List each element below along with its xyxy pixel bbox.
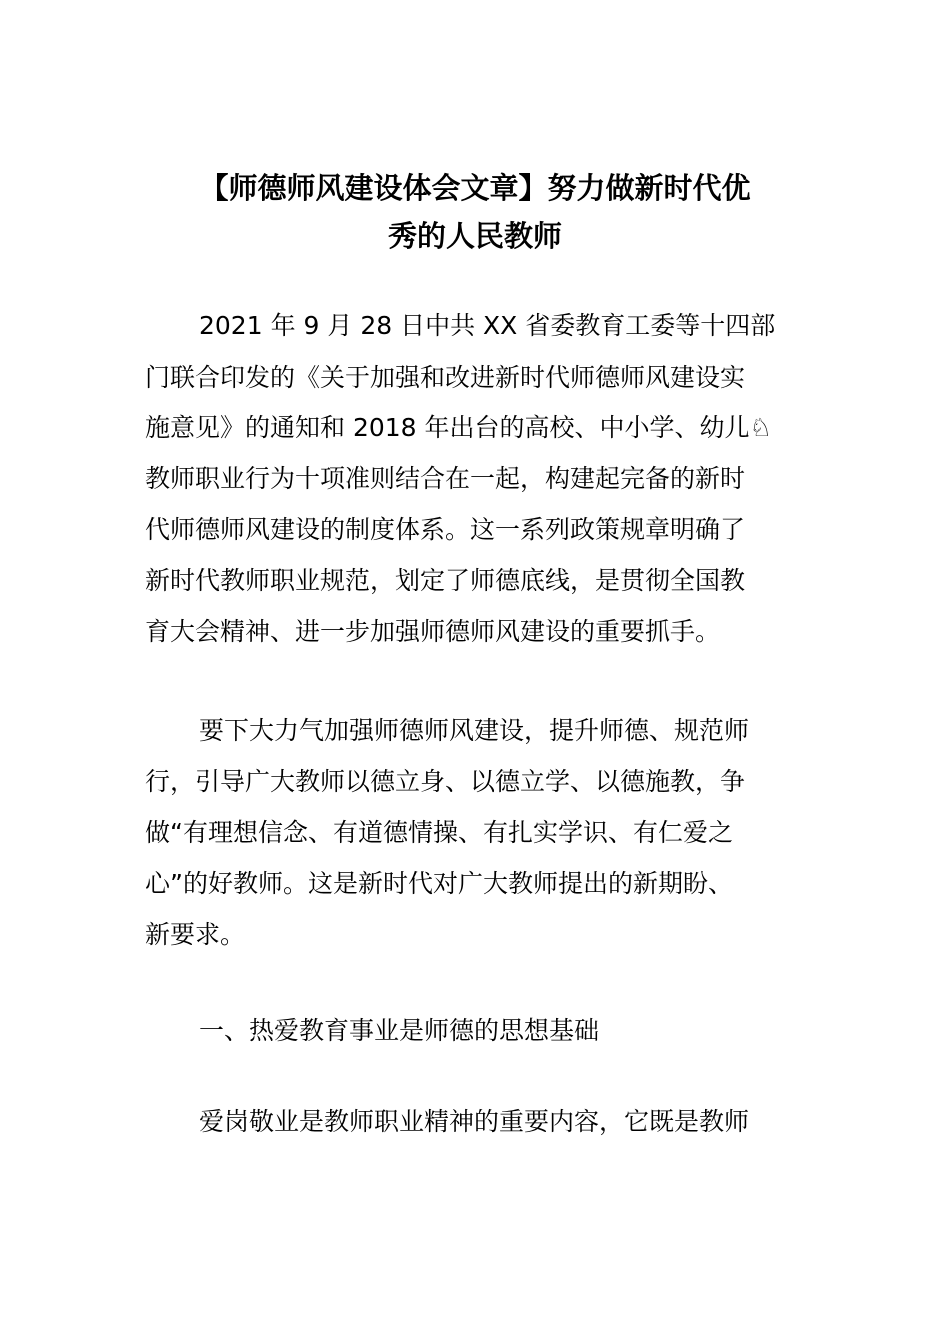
paragraph-1-line-4: 教师职业行为十项准则结合在一起，构建起完备的新时 [145, 464, 746, 493]
paragraph-1-line-5: 代师德师风建设的制度体系。这一系列政策规章明确了 [145, 515, 746, 544]
paragraph-1-line-7: 育大会精神、进一步加强师德师风建设的重要抓手。 [145, 617, 721, 646]
paragraph-2-line-3: 做“有理想信念、有道德情操、有扎实学识、有仁爱之 [145, 818, 733, 847]
document-title-line-1: 【师德师风建设体会文章】努力做新时代优 [199, 171, 751, 205]
paragraph-4-line-1: 爱岗敬业是教师职业精神的重要内容，它既是教师 [199, 1107, 750, 1136]
section-heading-1: 一、热爱教育事业是师德的思想基础 [199, 1016, 600, 1045]
paragraph-2-line-2: 行，引导广大教师以德立身、以德立学、以德施教，争 [145, 767, 746, 796]
paragraph-1-line-1: 2021 年 9 月 28 日中共 XX 省委教育工委等十四部 [199, 311, 776, 340]
document-title-line-2: 秀的人民教师 [387, 219, 562, 253]
paragraph-1-line-3: 施意见》的通知和 2018 年出台的高校、中小学、幼儿♘ [145, 413, 772, 442]
paragraph-2-line-5: 新要求。 [145, 920, 246, 949]
paragraph-1-line-2: 门联合印发的《关于加强和改进新时代师德师风建设实 [145, 363, 746, 392]
paragraph-1-line-6: 新时代教师职业规范，划定了师德底线，是贯彻全国教 [145, 566, 746, 595]
paragraph-2-line-1: 要下大力气加强师德师风建设，提升师德、规范师 [199, 716, 750, 745]
paragraph-2-line-4: 心”的好教师。这是新时代对广大教师提出的新期盼、 [145, 869, 733, 898]
